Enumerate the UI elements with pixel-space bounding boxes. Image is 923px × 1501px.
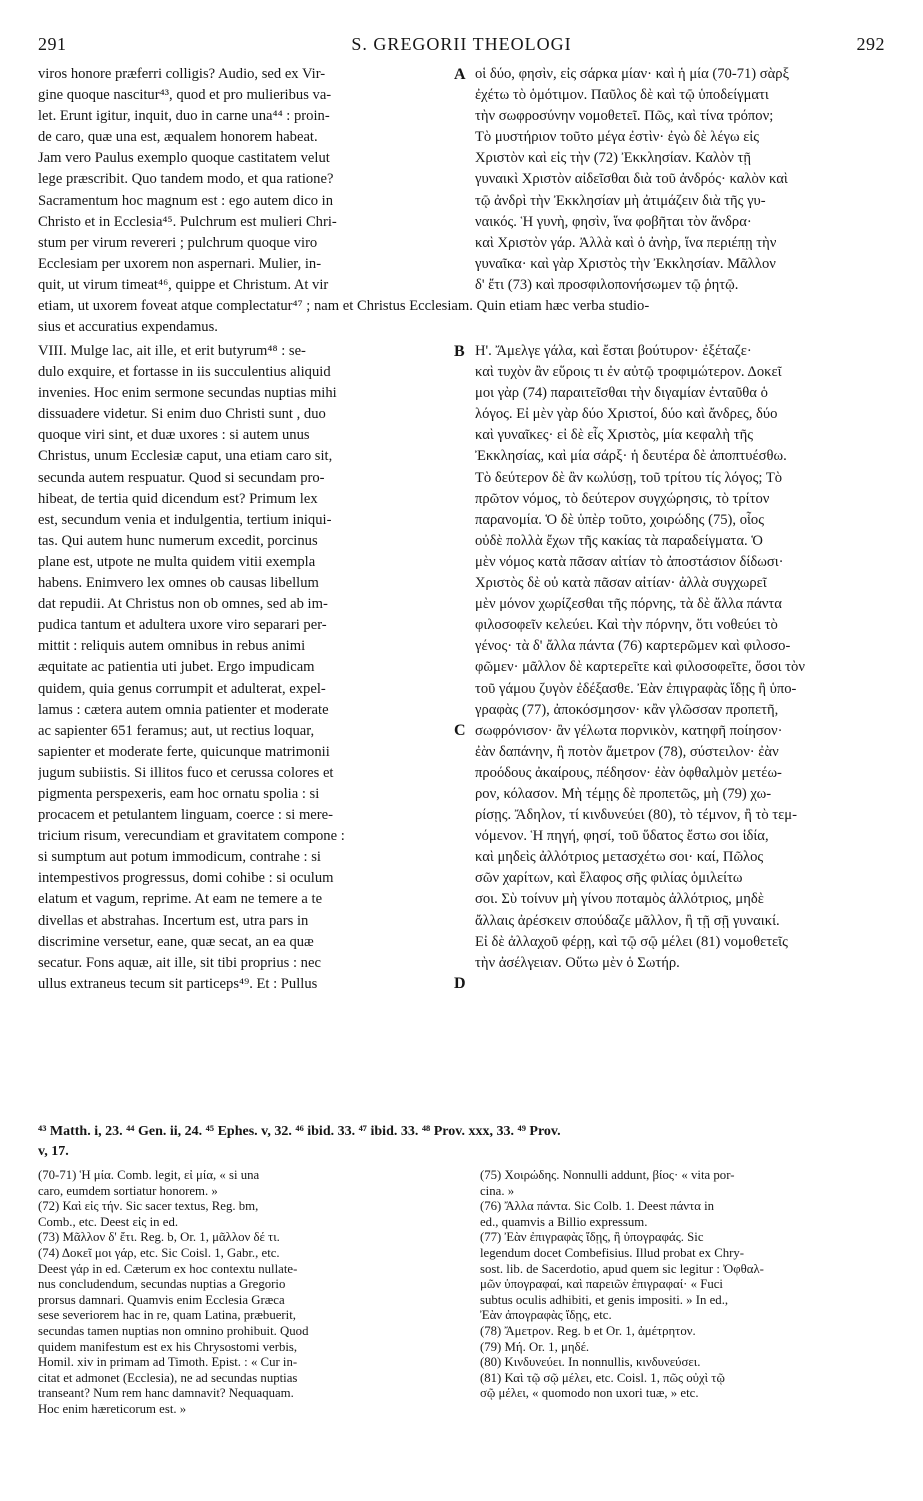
greek-line: Τὸ μυστήριον τοῦτο μέγα ἐστὶν· ἐγὼ δὲ λέγω εἰς — [475, 129, 760, 146]
latin-line: dat repudii. At Christus non ob omnes, sed ab im- — [38, 596, 328, 613]
note-line: (81) Καὶ τῷ σῷ μέλει, etc. Coisl. 1, πῶς οὐχὶ τῷ — [480, 1370, 725, 1385]
greek-line: καὶ Χριστὸν γάρ. Ἀλλὰ καὶ ὁ ἀνὴρ, ἵνα περιέπῃ τὴν — [475, 234, 777, 251]
greek-line: σωφρόνισον· ἂν γέλωτα πορνικὸν, κατηφῆ ποίησον· — [475, 722, 783, 739]
note-line: legendum docet Combefisius. Illud probat ex Chry- — [480, 1245, 745, 1260]
margin-letter-d: D — [454, 975, 466, 992]
latin-column-bottom — [38, 341, 446, 995]
greek-line: Τὸ δεύτερον δὲ ἂν κωλύσῃ, τοῦ τρίτου τίς λόγος; Τὸ — [475, 469, 783, 486]
latin-line: si sumptum aut potum immodicum, contrahe : si — [38, 849, 321, 866]
greek-line: οἱ δύο, φησὶν, εἰς σάρκα μίαν· καὶ ἡ μία (70-71) σὰρξ — [475, 66, 790, 82]
latin-line: procacem et petulantem linguam, coerce : si mere- — [38, 807, 333, 824]
note-line: (76) Ἄλλα πάντα. Sic Colb. 1. Deest πάντα in — [480, 1199, 715, 1214]
greek-column-top — [475, 64, 889, 296]
greek-line: μοι γὰρ (74) παραιτεῖσθαι τὴν διγαμίαν ἐνταῦθα ὁ — [475, 385, 768, 402]
note-line: μῶν ὑπογραφαί, καὶ παρειῶν ἐπιγραφαί· « Fuci — [480, 1277, 723, 1292]
latin-line: de caro, quæ una est, æqualem honorem habeat. — [38, 129, 318, 146]
note-line: (79) Μή. Or. 1, μηδέ. — [480, 1339, 590, 1354]
latin-line: Ecclesiam per uxorem non aspernari. Mulier, in- — [38, 255, 322, 272]
latin-line: quit, ut virum timeat⁴⁶, quippe et Christum. At vir — [38, 276, 329, 293]
note-line: ed., quamvis a Billio expressum. — [480, 1214, 648, 1229]
greek-line: γραφὰς (77), ἀποκόσμησον· κἂν γλῶσσαν προπετῆ, — [475, 701, 779, 718]
latin-line: lamus : cætera autem omnia patienter et moderate — [38, 701, 329, 718]
greek-line: φῶμεν· μᾶλλον δὲ καρτερεῖτε καὶ φιλοσοφεῖτε, ὅσοι τὸν — [475, 659, 805, 676]
latin-line: Sacramentum hoc magnum est : ego autem dico in — [38, 192, 334, 209]
note-line: citat et admonet (Ecclesia), ne ad secundas nuptias — [38, 1370, 298, 1385]
greek-line: σῶν χαρίτων, καὶ ἔλαφος σῆς φιλίας ὁμιλείτω — [475, 870, 743, 887]
note-line: transeant? Num rem hanc damnavit? Nequaquam. — [38, 1386, 294, 1401]
greek-line: καὶ μηδεὶς ἀλλότριος μετασχέτω σοι· καί, Πῶλος — [475, 849, 764, 866]
latin-line: secatur. Fons aquæ, ait ille, sit tibi proprius : nec — [38, 954, 321, 971]
note-line: sost. lib. de Sacerdotio, apud quem sic legitur : Ὀφθαλ- — [480, 1261, 764, 1276]
latin-line: invenies. Hoc enim sermone secundas nuptias mihi — [38, 385, 337, 402]
latin-line: est, secundum venia et indulgentia, tertium iniqui- — [38, 511, 332, 528]
greek-column-bottom — [475, 341, 889, 974]
margin-letter-a: A — [454, 66, 466, 83]
greek-line: Ἐκκλησίας, καὶ μία σάρξ· ἡ δευτέρα δὲ ἀποπτυέσθω. — [475, 448, 787, 465]
latin-line: viros honore præferri colligis? Audio, sed ex Vir- — [38, 66, 326, 82]
latin-line: pigmenta perspexeris, eam hoc ornatu spolia : si — [38, 785, 320, 802]
right-page-number: 292 — [856, 34, 885, 54]
greek-line: ναικός. Ἡ γυνὴ, φησὶν, ἵνα φοβῆται τὸν ἄνδρα· — [475, 213, 752, 230]
latin-line: intempestivos progressus, domi cohibe : si oculum — [38, 870, 334, 887]
note-line: (75) Χοιρώδης. Nonnulli addunt, βίος· « vita por- — [480, 1168, 735, 1182]
latin-line: jugum subiistis. Si illitos fuco et cerussa colores et — [38, 764, 334, 781]
latin-line: discrimine versetur, eane, quæ secat, an ea quæ — [38, 933, 314, 950]
note-line: (73) Μᾶλλον δ' ἔτι. Reg. b, Or. 1, μᾶλλον δέ τι. — [38, 1230, 280, 1245]
latin-line: habens. Enimvero lex omnes ob causas libellum — [38, 575, 319, 592]
latin-line: stum per virum revereri ; pulchrum quoque viro — [38, 234, 318, 251]
latin-line: dissuadere videtur. Si enim duo Christi sunt , duo — [38, 406, 326, 423]
latin-line: mittit : reliquis autem omnibus in rebus animi — [38, 638, 306, 655]
note-line: nus concludendum, secundas nuptias a Gregorio — [38, 1277, 286, 1292]
reference-line: ⁴³ Matth. i, 23. ⁴⁴ Gen. ii, 24. ⁴⁵ Ephes. v, 32. ⁴⁶ ibid. 33. ⁴⁷ ibid. 33. ⁴⁸ Prov. xxx, 33. ⁴⁹ Prov. — [38, 1124, 561, 1139]
latin-line: lege præscribit. Quo tandem modo, et qua ratione? — [38, 171, 334, 188]
note-line: (78) Ἄμετρον. Reg. b et Or. 1, ἀμέτρητον. — [480, 1323, 696, 1338]
note-line: caro, eumdem sortiatur honorem. » — [38, 1183, 218, 1198]
latin-line: quidem, quia genus corrumpit et adulterat, expel- — [38, 680, 326, 697]
latin-line: tas. Qui autem hunc numerum excedit, porcinus — [38, 532, 318, 549]
latin-line: dulo exquire, et fortasse in iis succulentius aliquid — [38, 364, 331, 381]
greek-line: σοι. Σὺ τοίνυν μὴ γίνου ποταμὸς ἀλλότριος, μηδὲ — [475, 891, 764, 908]
note-line: (70-71) Ἡ μία. Comb. legit, εἰ μία, « si una — [38, 1168, 260, 1182]
greek-line: γυναικὶ Χριστὸν αἰδεῖσθαι διὰ τοῦ ἀνδρός· καλὸν καὶ — [475, 171, 788, 188]
greek-line: τῷ ἀνδρὶ τὴν Ἐκκλησίαν μὴ ἀτιμάζειν διὰ τῆς γυ- — [475, 192, 766, 209]
greek-line: παρανομία. Ὁ δὲ ὑπὲρ τοῦτο, χοιρώδης (75), οἷος — [475, 511, 764, 528]
latin-line: tricium risum, verecundiam et gravitatem compone : — [38, 828, 345, 845]
greek-line: ρον, κόλασον. Μὴ τέμῃς δὲ προπετῶς, μὴ (79) χω- — [475, 785, 772, 802]
greek-line: καὶ τυχὸν ἂν εὕροις τι ἐν αὐτῷ τροφιμώτερον. Δοκεῖ — [475, 364, 782, 381]
greek-line: καὶ γυναῖκες· εἰ δὲ εἷς Χριστὸς, μία κεφαλὴ τῆς — [475, 427, 753, 444]
greek-line: Χριστὸν καὶ εἰς τὴν (72) Ἐκκλησίαν. Καλὸν τῇ — [475, 150, 751, 167]
note-line: σῷ μέλει, « quomodo non uxori tuæ, » etc. — [480, 1386, 699, 1401]
greek-line: πρῶτον νόμος, τὸ δεύτερον συγχώρησις, τὸ τρίτον — [475, 490, 770, 507]
scripture-references — [38, 1122, 889, 1162]
critical-notes-right — [480, 1168, 890, 1402]
latin-line: quoque viri sint, et duæ uxores : si autem unus — [38, 427, 310, 444]
latin-line: VIII. Mulge lac, ait ille, et erit butyrum⁴⁸ : se- — [38, 343, 306, 359]
spanning-line: etiam, ut uxorem foveat atque complectatur⁴⁷ ; nam et Christus Ecclesiam. Quin etiam hæc verba studio- — [38, 298, 650, 314]
greek-line: φιλοσοφεῖν κελεύει. Καὶ τὴν πόρνην, ὅτι νοθεύει τὸ — [475, 617, 778, 634]
latin-line: ullus extraneus tecum sit particeps⁴⁹. Et : Pullus — [38, 975, 318, 992]
running-header — [38, 34, 885, 56]
latin-line: let. Erunt igitur, inquit, duo in carne una⁴⁴ : proin- — [38, 108, 330, 125]
note-line: Ἐὰν ἀπογραφὰς ἴδῃς, etc. — [480, 1308, 612, 1323]
greek-line: Χριστὸς δὲ οὐ κατὰ πᾶσαν αἰτίαν· ἀλλὰ συγχωρεῖ — [475, 575, 767, 592]
greek-line: γυναῖκα· καὶ γὰρ Χριστὸς τὴν Ἐκκλησίαν. Μᾶλλον — [475, 255, 776, 272]
note-line: Homil. xiv in primam ad Timoth. Epist. : « Cur in- — [38, 1355, 298, 1370]
latin-line: Christo et in Ecclesia⁴⁵. Pulchrum est mulieri Chri- — [38, 213, 337, 230]
latin-line: Jam vero Paulus exemplo quoque castitatem velut — [38, 150, 330, 167]
left-page-number: 291 — [38, 34, 67, 54]
greek-line: ἄλλαις ἀρέσκειν σπούδαζε μᾶλλον, ἢ τῇ σῇ γυναικί. — [475, 912, 780, 929]
note-line: quidem manifestum est ex his Chrysostomi verbis, — [38, 1339, 298, 1354]
running-title: S. GREGORII THEOLOGI — [351, 34, 572, 54]
note-line: (74) Δοκεῖ μοι γάρ, etc. Sic Coisl. 1, Gabr., etc. — [38, 1245, 280, 1260]
latin-line: hibeat, de tertia quid dicendum est? Primum lex — [38, 490, 318, 507]
greek-line: ἐὰν δαπάνην, ἢ ποτὸν ἄμετρον (78), σύστειλον· ἐὰν — [475, 743, 779, 760]
spanning-line: sius et accuratius expendamus. — [38, 319, 218, 335]
latin-line: Christus, unum Ecclesiæ caput, una etiam caro sit, — [38, 448, 333, 465]
note-line: (77) Ἐὰν ἐπιγραφὰς ἴδῃς, ἢ ὑπογραφάς. Sic — [480, 1230, 704, 1245]
latin-line: sapienter et moderate ferte, quicunque matrimonii — [38, 743, 330, 760]
greek-line: ρίσῃς. Ἄδηλον, τί κινδυνεύει (80), τὸ τέμνον, ἢ τὸ τεμ- — [475, 807, 797, 824]
greek-line: λόγος. Εἰ μὲν γὰρ δύο Χριστοί, δύο καὶ ἄνδρες, δύο — [475, 406, 778, 423]
greek-line: Η'. Ἄμελγε γάλα, καὶ ἔσται βούτυρον· ἐξέταζε· — [475, 343, 752, 359]
greek-line: γένος· τὰ δ' ἄλλα πάντα (76) καρτερῶμεν καὶ φιλοσο- — [475, 638, 791, 655]
latin-line: pudica tantum et adultera uxore viro separari per- — [38, 617, 327, 634]
greek-line: τὴν ἀσέλγειαν. Οὕτω μὲν ὁ Σωτήρ. — [475, 954, 680, 971]
note-line: Hoc enim hæreticorum est. » — [38, 1401, 187, 1416]
note-line: (80) Κινδυνεύει. In nonnullis, κινδυνεύσει. — [480, 1355, 701, 1370]
note-line: cina. » — [480, 1183, 515, 1198]
latin-line: secunda autem respuatur. Quod si secundam pro- — [38, 469, 325, 486]
latin-line: plane est, utpote ne multa quidem vitii exempla — [38, 553, 316, 570]
note-line: (72) Καὶ εἰς τήν. Sic sacer textus, Reg. bm, — [38, 1199, 259, 1214]
note-line: subtus oculis adhibiti, et genis impositi. » In ed., — [480, 1292, 729, 1307]
latin-line: divellas et abstrahas. Incertum est, utra pars in — [38, 912, 309, 929]
latin-column-top — [38, 64, 446, 296]
greek-line: Εἰ δὲ ἀλλαχοῦ φέρῃ, καὶ τῷ σῷ μέλει (81) νομοθετεῖς — [475, 933, 788, 950]
latin-line: gine quoque nascitur⁴³, quod et pro mulieribus va- — [38, 87, 332, 104]
reference-line: v, 17. — [38, 1144, 69, 1159]
greek-line: δ' ἔτι (73) καὶ προσφιλοπονήσωμεν τῷ ῥητῷ. — [475, 276, 739, 293]
margin-letter-c: C — [454, 722, 466, 739]
greek-line: τὴν σωφροσύνην νομοθετεῖ. Πῶς, καὶ τίνα τρόπον; — [475, 108, 774, 125]
latin-line: elatum et vagum, reprime. At eam ne temere a te — [38, 891, 323, 908]
critical-notes-left — [38, 1168, 456, 1418]
note-line: prorsus damnari. Quamvis enim Ecclesia Græca — [38, 1292, 285, 1307]
greek-line: νόμενον. Ἡ πηγή, φησί, τοῦ ὕδατος ἔστω σοι ἰδία, — [475, 828, 769, 845]
greek-line: τοῦ γάμου ζυγὸν ἐδέξασθε. Ἐὰν ἐπιγραφὰς ἴδῃς ἢ ὑπο- — [475, 680, 797, 697]
note-line: sese severiorem hac in re, quam Latina, præbuerit, — [38, 1308, 296, 1323]
greek-line: μὲν μόνον χωρίζεσθαι τῆς πόρνης, τὰ δὲ ἄλλα πάντα — [475, 596, 782, 613]
greek-line: ἐχέτω τὸ ὁμότιμον. Παῦλος δὲ καὶ τῷ ὑποδείγματι — [475, 87, 769, 104]
latin-line: ac sapienter 651 feramus; aut, ut rectius loquar, — [38, 722, 315, 739]
margin-letter-b: B — [454, 343, 465, 360]
greek-line: προόδους ἀκαίρους, πέδησον· ἐὰν ὀφθαλμὸν μετέω- — [475, 764, 782, 781]
note-line: secundas tamen nuptias non omnino prohibuit. Quod — [38, 1323, 309, 1338]
note-line: Comb., etc. Deest εἰς in ed. — [38, 1214, 179, 1229]
greek-line: μὲν νόμος κατὰ πᾶσαν αἰτίαν τὸ ἀποστάσιον δίδωσι· — [475, 553, 784, 570]
note-line: Deest γάρ in ed. Cæterum ex hoc contextu nullate- — [38, 1261, 298, 1276]
greek-line: οὐδὲ πολλὰ ἔχων τῆς κακίας τὰ παραδείγματα. Ὁ — [475, 532, 763, 549]
latin-line: æquitate ac patientia uti jubet. Ergo impudicam — [38, 659, 315, 676]
